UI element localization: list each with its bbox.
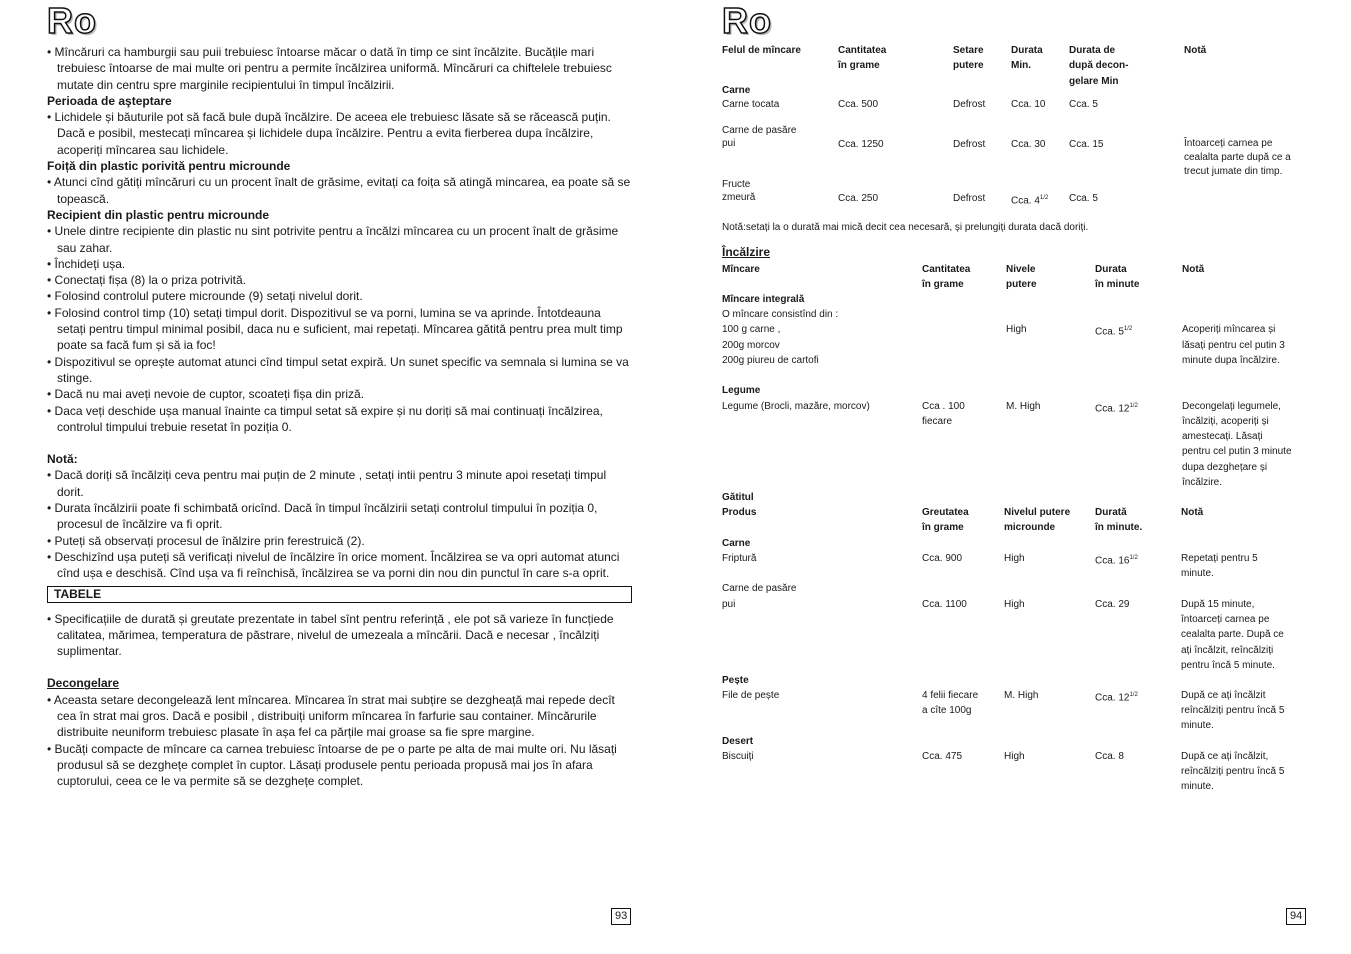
col-header: Notă xyxy=(1184,45,1207,56)
table-cell: Cca . 100 xyxy=(922,401,965,412)
page-number: 94 xyxy=(1286,908,1306,925)
bullet: • Specificațiile de durată și greutate prezentate in tabel sînt pentru referință , ele pot să varieze în funcțiede calitatea, mărimea, temperatura de păstrare, nivelul de umezeala a mîncării. Dacă e necesar , încălziți suplimentar. xyxy=(47,611,614,659)
table-cell: Decongelați legumele, xyxy=(1182,401,1281,412)
table-cell: Cca. 5 xyxy=(1069,99,1098,110)
table-cell: reîncălziți pentru încă 5 xyxy=(1181,705,1285,716)
table-cell: Friptură xyxy=(722,553,757,564)
table-cell: pentru încă 5 minute. xyxy=(1181,660,1275,671)
group-label: Desert xyxy=(722,736,754,747)
table-cell: Defrost xyxy=(953,193,986,204)
bullet: • Puteți să observați procesul de înălzire prin ferestruică (2). xyxy=(47,533,365,548)
table-cell: O mîncare consistînd din : xyxy=(722,309,839,320)
fraction-half: 1/2 xyxy=(1123,326,1133,332)
table-cell: amestecați. Lăsați xyxy=(1182,431,1263,442)
heading-container: Recipient din plastic pentru microunde xyxy=(47,207,270,222)
language-label: Ro xyxy=(722,0,772,41)
table-cell: Cca. 5 xyxy=(1069,193,1098,204)
value-text: Cca. 4 xyxy=(1011,195,1040,207)
bullet: • Dispozitivul se oprește automat atunci cînd timpul setat expiră. Un sunet specific va semnala si lumina se va stinge. xyxy=(47,354,629,385)
table-cell: Fructe zmeură xyxy=(722,179,756,203)
table-cell: Cca. 500 xyxy=(838,99,879,110)
col-header: Durata de după decon- gelare Min xyxy=(1069,45,1129,87)
heading-foil: Foiță din plastic porivită pentru microunde xyxy=(47,159,291,174)
table-cell: dupa dezghețare și xyxy=(1182,462,1268,473)
group-label: Pește xyxy=(722,675,749,686)
fraction-half: 1/2 xyxy=(1039,195,1049,201)
group-label: Mîncare integrală xyxy=(722,294,805,305)
table-cell: Repetați pentru 5 xyxy=(1181,553,1258,564)
col-header: Cantitatea în grame xyxy=(838,45,887,72)
table-cell: Cca. 1250 xyxy=(838,139,884,150)
heading-defrost: Decongelare xyxy=(47,676,120,691)
table-cell: 200g piureu de cartofi xyxy=(722,355,819,366)
col-header: Produs xyxy=(722,507,757,518)
language-label: Ro xyxy=(47,0,97,41)
bullet: • Folosind controlul putere microunde (9) setați nivelul dorit. xyxy=(47,289,363,304)
bullet: • Dacă nu mai aveți nevoie de cuptor, scoateți fișa din priză. xyxy=(47,387,365,402)
bullet: • Aceasta setare decongelează lent mîncarea. Mîncarea în strat mai subțire se dezgheață mai repede decît cea în strat mai gros. Dacă e posibil , distribuiți uniform mîncarea în farfurie sau container. Mîncărurile distribuite neuniform trebuiesc plasate în așa fel ca părțile mai groase sa fie spre margine. xyxy=(47,692,615,740)
table-cell: Întoarceți carnea pe cealalta parte după ce a trecut jumate din timp. xyxy=(1184,138,1291,177)
table-cell: Legume (Brocli, mazăre, morcov) xyxy=(722,401,870,412)
section-title-cooking: Gătitul xyxy=(722,492,754,503)
table-cell: minute. xyxy=(1181,781,1214,792)
col-header: Setare putere xyxy=(953,45,984,72)
col-header: Durată în minute. xyxy=(1095,507,1143,534)
table-cell: întoarceți carnea pe xyxy=(1181,614,1270,625)
value-text: Cca. 12 xyxy=(1095,403,1130,415)
col-header: Mîncare xyxy=(722,264,760,275)
table-cell: 100 g carne , xyxy=(722,324,781,335)
heading-note: Notă: xyxy=(47,452,78,467)
table-cell: High xyxy=(1004,751,1025,762)
bullet: • Atunci cînd gătiți mîncăruri cu un procent înalt de grăsime, evitați ca foița să atingă mincarea, ea poate să se topească. xyxy=(47,175,631,206)
table-cell: Defrost xyxy=(953,139,986,150)
bullet: • Dacă doriți să încălziți ceva pentru mai puțin de 2 minute , setați intii pentru 3 minute apoi resetați timpul dorit. xyxy=(47,468,607,499)
left-page-body xyxy=(47,44,632,789)
bullet: • Bucăți compacte de mîncare ca carnea trebuiesc întoarse de pe o parte pe alta de mai multe ori. Nu lăsați produsul să se dezghețe complet în cuptor. Lăsați produsele pentu perioada propusă mai jos în afara cuptorului, ceea ce le va permite să se dezghețe complet. xyxy=(47,741,617,789)
table-cell: Cca. 15 xyxy=(1069,139,1104,150)
group-label: Legume xyxy=(722,385,761,396)
value-text: Cca. 12 xyxy=(1095,692,1130,704)
table-cell: M. High xyxy=(1006,401,1041,412)
table-cell xyxy=(1095,322,1132,340)
heading-waiting: Perioada de aşteptare xyxy=(47,93,172,108)
table-cell: Cca. 29 xyxy=(1095,599,1130,610)
table-cell xyxy=(1095,399,1138,417)
table-cell: Carne tocata xyxy=(722,99,780,110)
table-cell: Cca. 900 xyxy=(922,553,963,564)
table-cell: Cca. 475 xyxy=(922,751,963,762)
table-cell: încălzire. xyxy=(1182,477,1223,488)
section-title-heating: Încălzire xyxy=(722,245,771,259)
page-number: 93 xyxy=(611,908,631,925)
table-cell: cealalta parte. După ce xyxy=(1181,629,1284,640)
group-label: Carne xyxy=(722,85,751,96)
bullet: • Lichidele și băuturile pot să facă bule după încălzire. De aceea ele trebuiesc lăsate să se răcească puțin. Dacă e posibil, mestecați mîncarea și lichidele dupa încălzire. Pentru a evita fierberea dupa încălzire, acoperiți mîncarea sau lichidele. xyxy=(47,110,611,157)
bullet: • Unele dintre recipiente din plastic nu sint potrivite pentru a încălzi mîncarea cu un procent înalt de grăsime sau zahar. xyxy=(47,224,619,255)
table-cell xyxy=(1095,551,1138,569)
table-cell: M. High xyxy=(1004,690,1039,701)
table-cell: După ce ați încălzit xyxy=(1181,690,1266,701)
table-cell: 4 felii fiecare a cîte 100g xyxy=(922,690,979,717)
table-cell: Defrost xyxy=(953,99,986,110)
table-cell: Cca. 30 xyxy=(1011,139,1046,150)
table-cell: Carne de pasăre xyxy=(722,583,797,594)
col-header: Cantitatea în grame xyxy=(922,264,971,291)
table-cell: Cca. 8 xyxy=(1095,751,1124,762)
bullet: • Durata încălzirii poate fi schimbată oricînd. Dacă în timpul încălzirii setați controlul timpului în poziția 0, procesul de încălzire va fi oprit. xyxy=(47,501,598,532)
group-label: Carne xyxy=(722,538,751,549)
bullet: • Folosind control timp (10) setați timpul dorit. Dispozitivul se va porni, lumina se va aprinde. Întotdeauna setați pentru timpul minimal posibil, daca nu e suficient, mai repetați. Mîncarea gătită pentru prea mult timp poate sa facă fum și să ia foc! xyxy=(47,305,623,353)
table-cell: High xyxy=(1006,324,1027,335)
table-cell: Acoperiți mîncarea și xyxy=(1182,324,1276,335)
table-cell: ați încălzit, reîncălziți xyxy=(1181,645,1274,656)
table-note: Notă:setați la o durată mai mică decit cea necesară, și prelungiți durata dacă doriți. xyxy=(722,222,1089,233)
col-header: Nivelul putere microunde xyxy=(1004,507,1071,534)
table-cell: 200g morcov xyxy=(722,340,780,351)
table-cell: pentru cel putin 3 minute xyxy=(1182,446,1292,457)
col-header: Durata Min. xyxy=(1011,45,1043,72)
table-cell: File de pește xyxy=(722,690,780,701)
fraction-half: 1/2 xyxy=(1129,555,1138,561)
table-cell: lăsați pentru cel putin 3 xyxy=(1182,340,1285,351)
table-cell: Biscuiți xyxy=(722,751,754,762)
table-cell: minute. xyxy=(1181,568,1214,579)
col-header: Nivele putere xyxy=(1006,264,1037,291)
bullet: • Deschizînd ușa puteți să verificați nivelul de încălzire în orice moment. Încălzirea se va opri automat atunci cînd ușa e deschisă. Cînd ușa va fi reînchisă, încălzirea se va porni din nou din punctul în care s-a oprit. xyxy=(47,549,620,581)
bullet: • Daca veți deschide ușa manual înainte ca timpul setat să expire și nu doriți să mai continuați încălzirea, controlul timpului trebuie resetat în poziția 0. xyxy=(47,403,603,434)
bullet: • Conectați fișa (8) la o priza potrivită. xyxy=(47,273,246,288)
table-cell: fiecare xyxy=(922,416,953,427)
table-cell: reîncălziți pentru încă 5 xyxy=(1181,766,1285,777)
value-text: Cca. 5 xyxy=(1095,326,1124,338)
fraction-half: 1/2 xyxy=(1129,692,1138,698)
table-cell: pui xyxy=(722,599,736,610)
section-box-tables: TABELE xyxy=(47,586,632,603)
table-cell: După ce ați încălzit, xyxy=(1181,751,1269,762)
table-cell: Carne de pasăre pui xyxy=(722,125,797,149)
table-cell xyxy=(1095,688,1138,706)
table-cell: Cca. 10 xyxy=(1011,99,1046,110)
bullet: • Mîncăruri ca hamburgii sau puii trebuiesc întoarse măcar o dată în timp ce sint încălzite. Bucățile mari trebuiesc întoarse de mai multe ori pentru a permite încălzirea uniformă. Mîncăruri ca chiftelele trebuiesc mutate din centru spre marginile recipientului în timpul încălzirii. xyxy=(47,45,612,92)
table-cell: High xyxy=(1004,553,1025,564)
table-cell: Cca. 250 xyxy=(838,193,879,204)
table-cell: Cca. 1100 xyxy=(922,599,967,610)
col-header: Greutatea în grame xyxy=(922,507,969,534)
bullet: • Închideți ușa. xyxy=(47,256,126,271)
table-cell: High xyxy=(1004,599,1025,610)
table-cell: minute. xyxy=(1181,720,1214,731)
table-cell: minute dupa încălzire. xyxy=(1182,355,1280,366)
col-header: Durata în minute xyxy=(1095,264,1140,291)
col-header: Notă xyxy=(1181,507,1204,518)
table-cell: încălziți, acoperiți și xyxy=(1182,416,1269,427)
col-header: Notă xyxy=(1182,264,1205,275)
col-header: Felul de mîncare xyxy=(722,45,801,56)
table-cell: După 15 minute, xyxy=(1181,599,1255,610)
fraction-half: 1/2 xyxy=(1129,403,1138,409)
value-text: Cca. 16 xyxy=(1095,555,1130,567)
table-cell xyxy=(1011,191,1048,209)
